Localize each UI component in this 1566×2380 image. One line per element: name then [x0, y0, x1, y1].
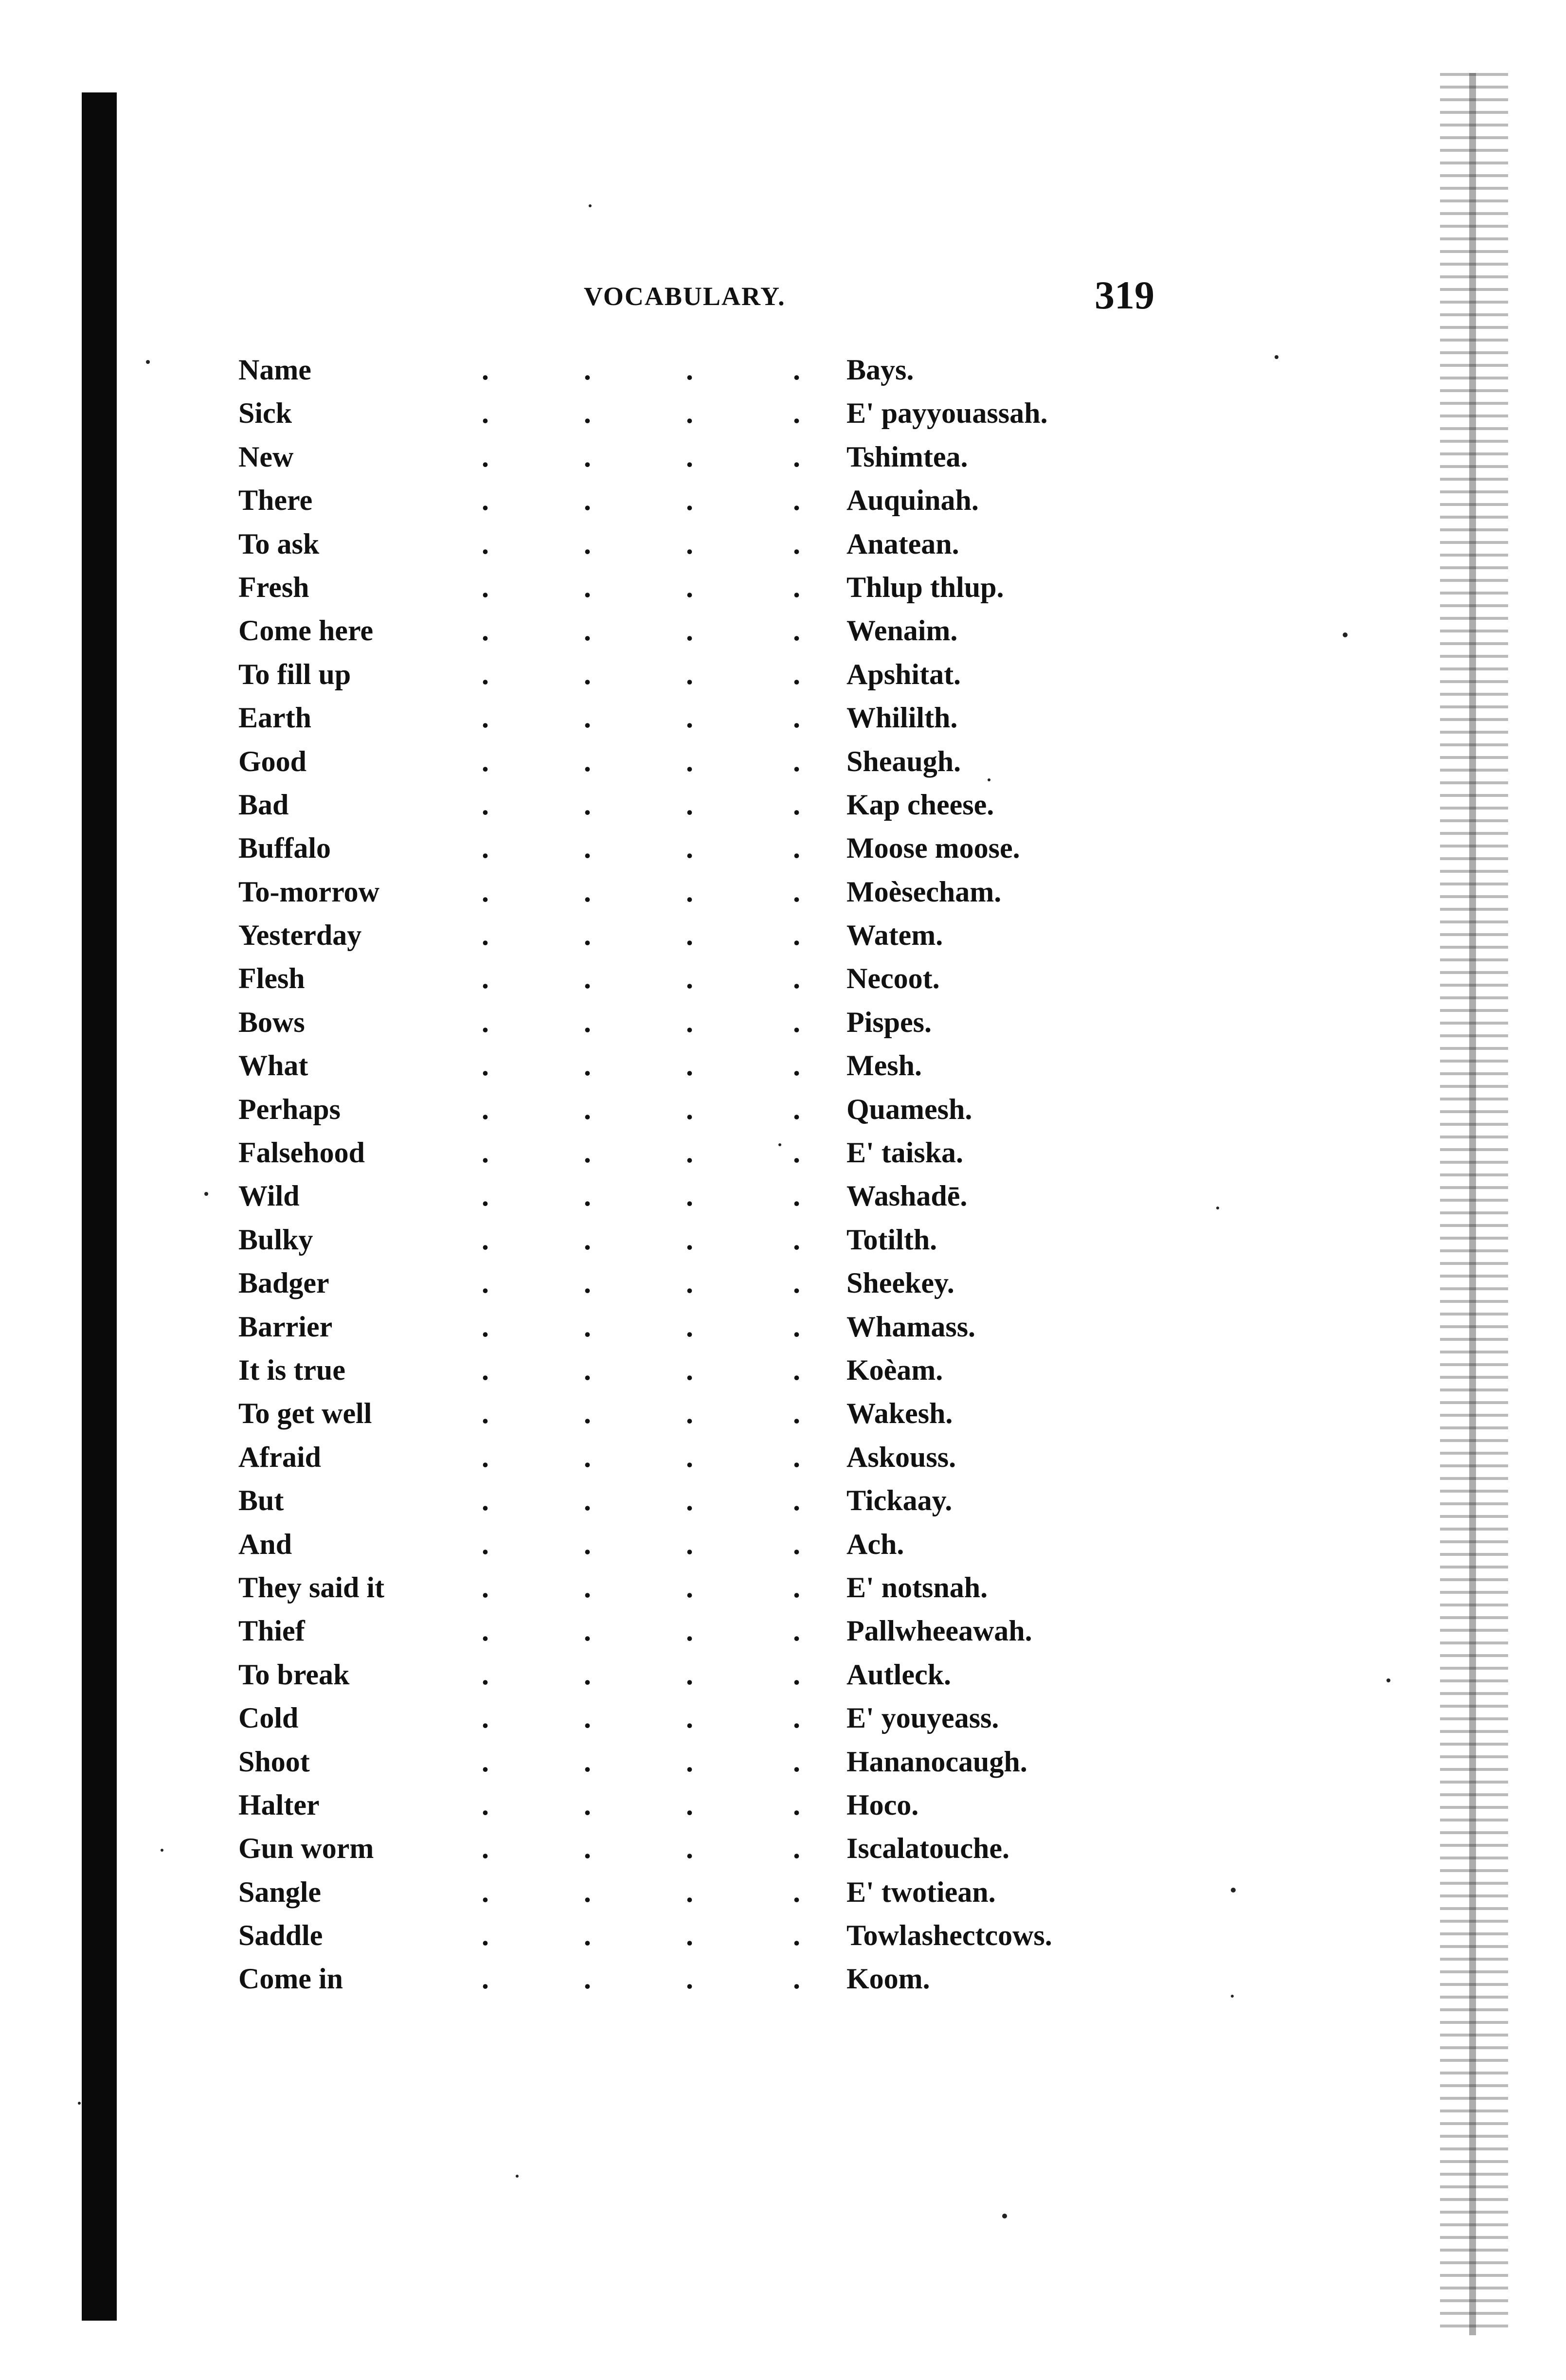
vocabulary-entry: Earth . . . . Whililth. [238, 696, 919, 739]
entry-translation: Moèsecham. [846, 875, 1002, 908]
scan-speck [778, 1143, 781, 1146]
scan-speck [1002, 2214, 1007, 2218]
scan-speck [988, 778, 990, 781]
entry-term: To ask [238, 527, 320, 560]
entry-term: Earth [238, 702, 311, 734]
entry-term: Come here [238, 614, 374, 647]
entry-translation: Wenaim. [846, 614, 958, 647]
entry-term: Gun worm [238, 1832, 374, 1865]
entry-term: New [238, 440, 294, 473]
entry-translation: Askouss. [846, 1441, 956, 1473]
entry-translation: Koom. [846, 1963, 930, 1995]
vocabulary-entry: Shoot . . . . Hananocaugh. [238, 1740, 919, 1784]
book-spine-shadow [82, 92, 117, 2321]
entry-translation: Hoco. [846, 1788, 919, 1821]
vocabulary-entry: Badger . . . . Sheekey. [238, 1262, 919, 1305]
entry-translation: Mesh. [846, 1049, 922, 1082]
scan-speck [589, 204, 592, 207]
entry-term: To break [238, 1658, 350, 1691]
running-head: VOCABULARY. [584, 282, 786, 311]
entry-term: There [238, 484, 313, 517]
entry-translation: Apshitat. [846, 658, 961, 690]
vocabulary-entry: What . . . . Mesh. [238, 1044, 919, 1087]
vocabulary-entry: Falsehood . . . . E' taiska. [238, 1131, 919, 1174]
vocabulary-entry: Thief . . . . Pallwheeawah. [238, 1609, 919, 1653]
page-header [0, 272, 1566, 316]
vocabulary-entry: It is true . . . . Koèam. [238, 1349, 919, 1392]
entry-translation: Towlashectcows. [846, 1919, 1052, 1952]
entry-translation: Whamass. [846, 1310, 976, 1343]
vocabulary-entry: Bad . . . . Kap cheese. [238, 783, 919, 827]
entry-term: Bulky [238, 1223, 313, 1256]
entry-translation: Moose moose. [846, 832, 1020, 865]
vocabulary-entry: To ask . . . . Anatean. [238, 523, 919, 566]
entry-translation: Watem. [846, 919, 943, 952]
entry-translation: E' youyeass. [846, 1702, 999, 1734]
vocabulary-entry: Name . . . . Bays. [238, 348, 919, 392]
scan-speck [1275, 355, 1278, 359]
scan-speck [204, 1192, 208, 1196]
scan-speck [161, 1849, 163, 1852]
vocabulary-entry: To break . . . . Autleck. [238, 1653, 919, 1696]
entry-translation: Totilth. [846, 1223, 937, 1256]
entry-term: Saddle [238, 1919, 323, 1952]
vocabulary-entry: Sick . . . . E' payyouassah. [238, 392, 919, 435]
entry-term: Halter [238, 1788, 320, 1821]
entry-term: Bows [238, 1006, 305, 1038]
page-number: 319 [1095, 273, 1154, 317]
entry-term: Perhaps [238, 1093, 341, 1125]
entry-term: Sick [238, 397, 292, 430]
vocabulary-entry: And . . . . Ach. [238, 1523, 919, 1566]
vocabulary-entry: Bulky . . . . Totilth. [238, 1218, 919, 1262]
scan-speck [1231, 1888, 1236, 1893]
entry-translation: E' taiska. [846, 1136, 964, 1169]
entry-term: Fresh [238, 571, 309, 603]
entry-term: To-morrow [238, 875, 379, 908]
scan-speck [1231, 1995, 1234, 1998]
entry-term: To get well [238, 1397, 372, 1430]
scan-speck [1386, 1678, 1390, 1682]
vocabulary-entry: Yesterday . . . . Watem. [238, 914, 919, 957]
vocabulary-entry: Bows . . . . Pispes. [238, 1001, 919, 1044]
entry-translation: Auquinah. [846, 484, 979, 517]
entry-term: Thief [238, 1615, 305, 1647]
entry-term: Flesh [238, 962, 305, 995]
entry-term: Bad [238, 788, 289, 821]
entry-translation: Bays. [846, 354, 914, 386]
vocabulary-entry: Afraid . . . . Askouss. [238, 1436, 919, 1479]
entry-term: And [238, 1528, 292, 1560]
entry-translation: Thlup thlup. [846, 571, 1004, 603]
entry-translation: Pispes. [846, 1006, 932, 1038]
entry-term: Good [238, 745, 307, 777]
scan-speck [1343, 632, 1348, 637]
entry-term: Badger [238, 1267, 329, 1299]
entry-term: Yesterday [238, 919, 362, 952]
vocabulary-entry: Buffalo . . . . Moose moose. [238, 827, 919, 870]
vocabulary-entry: To get well . . . . Wakesh. [238, 1392, 919, 1435]
vocabulary-entry: To-morrow . . . . Moèsecham. [238, 870, 919, 914]
entry-translation: Sheekey. [846, 1267, 954, 1299]
vocabulary-entry: Gun worm . . . . Iscalatouche. [238, 1827, 919, 1870]
vocabulary-entry: Perhaps . . . . Quamesh. [238, 1088, 919, 1131]
vocabulary-entry: Barrier . . . . Whamass. [238, 1305, 919, 1349]
entry-translation: Koèam. [846, 1353, 943, 1386]
entry-translation: Necoot. [846, 962, 940, 995]
vocabulary-entry: New . . . . Tshimtea. [238, 435, 919, 479]
vocabulary-entry: Halter . . . . Hoco. [238, 1784, 919, 1827]
entry-term: Sangle [238, 1875, 322, 1908]
entry-translation: Autleck. [846, 1658, 951, 1691]
scan-speck [1216, 1207, 1219, 1209]
entry-translation: Hananocaugh. [846, 1745, 1027, 1778]
entry-term: Buffalo [238, 832, 331, 865]
entry-translation: Wakesh. [846, 1397, 953, 1430]
entry-translation: Tickaay. [846, 1484, 953, 1517]
vocabulary-entry: They said it . . . . E' notsnah. [238, 1566, 919, 1609]
entry-term: To fill up [238, 658, 351, 690]
entry-translation: E' payyouassah. [846, 397, 1048, 430]
entry-translation: Quamesh. [846, 1093, 972, 1125]
entry-translation: E' notsnah. [846, 1571, 988, 1604]
entry-translation: Sheaugh. [846, 745, 961, 777]
vocabulary-entry: Cold . . . . E' youyeass. [238, 1696, 919, 1740]
entry-translation: Whililth. [846, 702, 958, 734]
entry-term: Come in [238, 1963, 343, 1995]
entry-term: What [238, 1049, 308, 1082]
scan-speck [516, 2175, 519, 2178]
entry-term: But [238, 1484, 284, 1517]
vocabulary-entry: Come in . . . . Koom. [238, 1957, 919, 2001]
vocabulary-entry: Come here . . . . Wenaim. [238, 609, 919, 652]
scan-speck [78, 2102, 81, 2105]
vocabulary-entry: To fill up . . . . Apshitat. [238, 653, 919, 696]
entry-term: They said it [238, 1571, 385, 1604]
entry-translation: Washadē. [846, 1180, 968, 1212]
entry-term: Cold [238, 1702, 299, 1734]
scan-speck [146, 360, 150, 364]
entry-term: Name [238, 354, 311, 386]
entry-translation: E' twotiean. [846, 1875, 996, 1908]
entry-translation: Ach. [846, 1528, 904, 1560]
entry-translation: Iscalatouche. [846, 1832, 1009, 1865]
entry-translation: Pallwheeawah. [846, 1615, 1032, 1647]
entry-term: Shoot [238, 1745, 310, 1778]
entry-term: Afraid [238, 1441, 321, 1473]
entry-translation: Tshimtea. [846, 440, 968, 473]
entry-term: Barrier [238, 1310, 333, 1343]
vocabulary-entry: Saddle . . . . Towlashectcows. [238, 1914, 919, 1957]
vocabulary-entry: Wild . . . . Washadē. [238, 1174, 919, 1218]
vocabulary-entry: But . . . . Tickaay. [238, 1479, 919, 1522]
entry-translation: Kap cheese. [846, 788, 994, 821]
entry-translation: Anatean. [846, 527, 959, 560]
vocabulary-entry: Fresh . . . . Thlup thlup. [238, 566, 919, 609]
vocabulary-entry: Good . . . . Sheaugh. [238, 740, 919, 783]
entry-term: Wild [238, 1180, 300, 1212]
vocabulary-entry: Flesh . . . . Necoot. [238, 957, 919, 1000]
vocabulary-list [238, 348, 1052, 2001]
entry-term: Falsehood [238, 1136, 365, 1169]
entry-term: It is true [238, 1353, 345, 1386]
vocabulary-entry: Sangle . . . . E' twotiean. [238, 1871, 919, 1914]
page-edge-line [1469, 73, 1476, 2335]
vocabulary-entry: There . . . . Auquinah. [238, 479, 919, 522]
